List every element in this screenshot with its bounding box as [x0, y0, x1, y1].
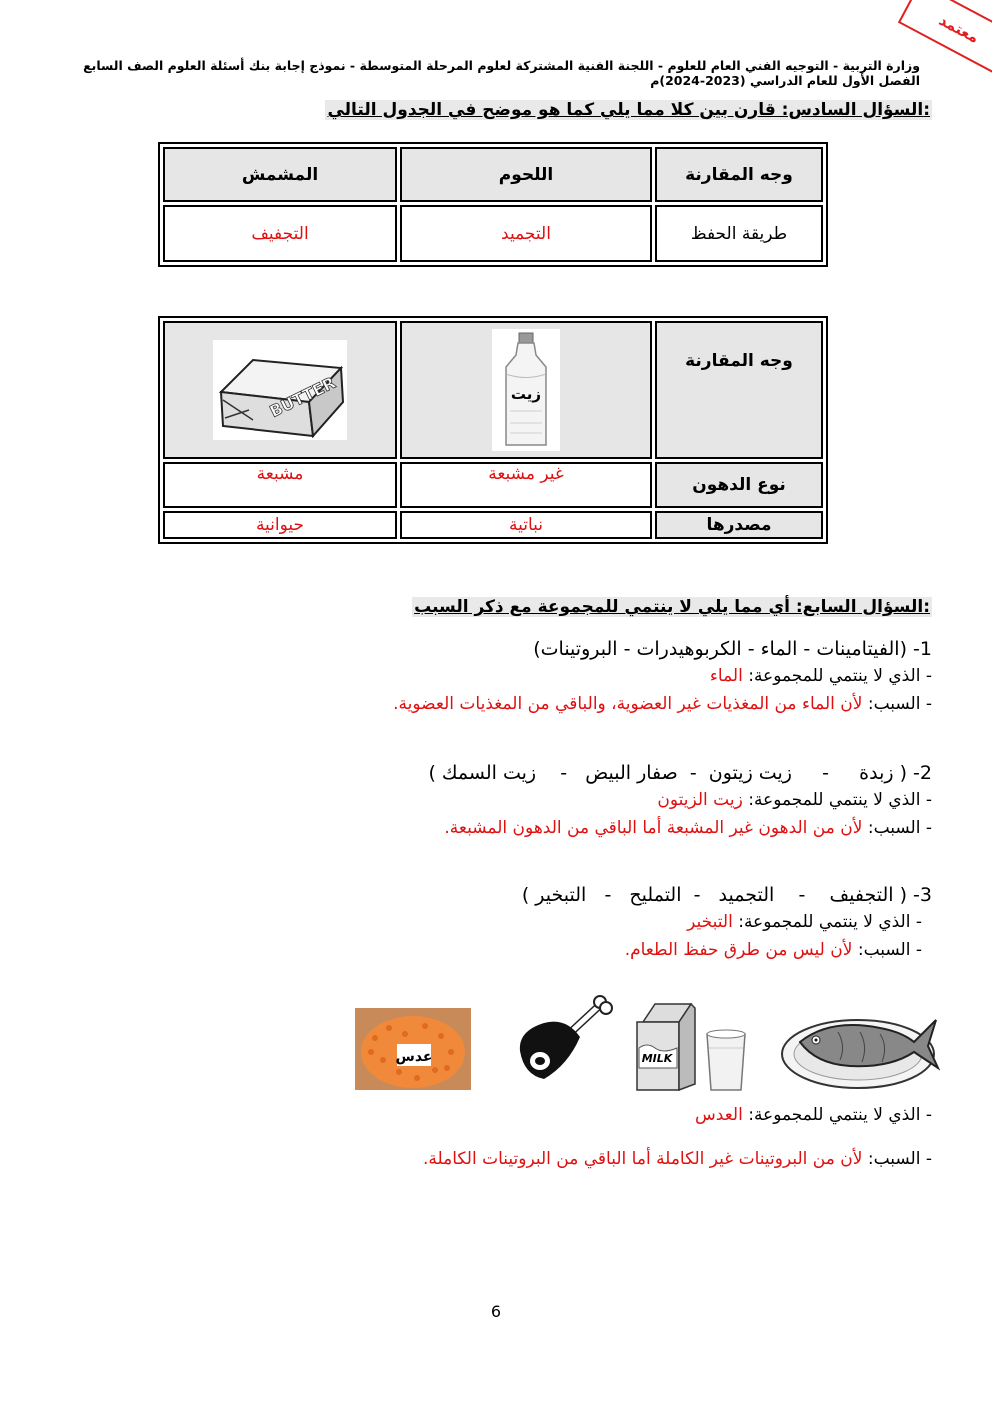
table2-oil-fat-type: غير مشبعة — [400, 462, 652, 508]
oil-bottle-image — [492, 329, 560, 451]
item2-answer: زيت الزيتون — [657, 790, 743, 810]
lentils-label: عدس — [395, 1049, 433, 1065]
table1-row-label: طريقة الحفظ — [655, 205, 823, 262]
page-number: 6 — [490, 1302, 502, 1321]
chicken-leg-image — [514, 995, 614, 1081]
item1-group: 1- (الفيتامينات - الماء - الكربوهيدرات - البروتينات) — [533, 638, 932, 660]
item4-reason-line: - السبب: لأن من البروتينات غير الكاملة أما الباقي من البروتينات الكاملة. — [422, 1149, 932, 1169]
q6-title: السؤال السادس: قارن بين كلا مما يلي كما هو موضح في الجدول التالي: — [327, 100, 930, 120]
item2-answer-line: - الذي لا ينتمي للمجموعة: زيت الزيتون — [657, 790, 932, 810]
table2-row2-label: مصدرها — [655, 511, 823, 539]
table1-apricot-answer: التجفيف — [163, 205, 397, 262]
item3-answer-line: - الذي لا ينتمي للمجموعة: التبخير — [687, 912, 922, 932]
table1-header-apricot: المشمش — [163, 147, 397, 202]
table2-row1-label: نوع الدهون — [655, 462, 823, 508]
q6-table-fats — [158, 316, 828, 544]
oil-label: زيت — [510, 385, 542, 403]
lentils-image — [355, 1008, 471, 1090]
item4-answer-line: - الذي لا ينتمي للمجموعة: العدس — [695, 1105, 932, 1125]
page-header: وزارة التربية - التوجيه الفني العام للعلوم - اللجنة الفنية المشتركة لعلوم المرحلة المتوسطة - نموذج إجابة بنك أسئلة العلوم الصف السابع الفصل الأول للعام الدراسي (2023-2024)م — [83, 58, 920, 88]
table1-header-meat: اللحوم — [400, 147, 652, 202]
item1-answer: الماء — [709, 666, 743, 686]
q6-table-preservation — [158, 142, 828, 267]
item1-answer-line: - الذي لا ينتمي للمجموعة: الماء — [709, 666, 932, 686]
item3-reason-line: - السبب: لأن ليس من طرق حفظ الطعام. — [624, 940, 922, 960]
item3-reason: لأن ليس من طرق حفظ الطعام. — [624, 940, 853, 960]
item3-answer: التبخير — [687, 912, 733, 932]
table1-header-label: وجه المقارنة — [655, 147, 823, 202]
table2-butter-cell — [163, 321, 397, 459]
table2-butter-fat-type: مشبعة — [163, 462, 397, 508]
item3-group: 3- ( التجفيف - التجميد - التمليح - التبخير ) — [521, 884, 932, 906]
item4-reason: لأن من البروتينات غير الكاملة أما الباقي من البروتينات الكاملة. — [422, 1149, 863, 1169]
item2-reason-line: - السبب: لأن من الدهون غير المشبعة أما الباقي من الدهون المشبعة. — [444, 818, 932, 838]
milk-carton-image — [633, 998, 753, 1094]
table1-meat-answer: التجميد — [400, 205, 652, 262]
item4-answer: العدس — [695, 1105, 743, 1125]
item2-group: 2- ( زبدة - زيت زيتون - صفار البيض - زيت السمك ) — [428, 762, 932, 784]
item1-reason-line: - السبب: لأن الماء من المغذيات غير العضوية، والباقي من المغذيات العضوية. — [393, 694, 932, 714]
item1-reason: لأن الماء من المغذيات غير العضوية، والباقي من المغذيات العضوية. — [393, 694, 863, 714]
fish-plate-image — [780, 1002, 940, 1090]
approved-stamp: معتمد — [898, 0, 992, 76]
table2-oil-source: نباتية — [400, 511, 652, 539]
milk-label: MILK — [641, 1052, 673, 1065]
table2-header-label: وجه المقارنة — [655, 321, 823, 459]
table2-butter-source: حيوانية — [163, 511, 397, 539]
table2-oil-cell — [400, 321, 652, 459]
butter-image — [213, 340, 347, 440]
q7-title: السؤال السابع: أي مما يلي لا ينتمي للمجموعة مع ذكر السبب: — [414, 597, 930, 617]
item2-reason: لأن من الدهون غير المشبعة أما الباقي من الدهون المشبعة. — [444, 818, 863, 838]
butter-label: BUTTER — [266, 373, 339, 422]
